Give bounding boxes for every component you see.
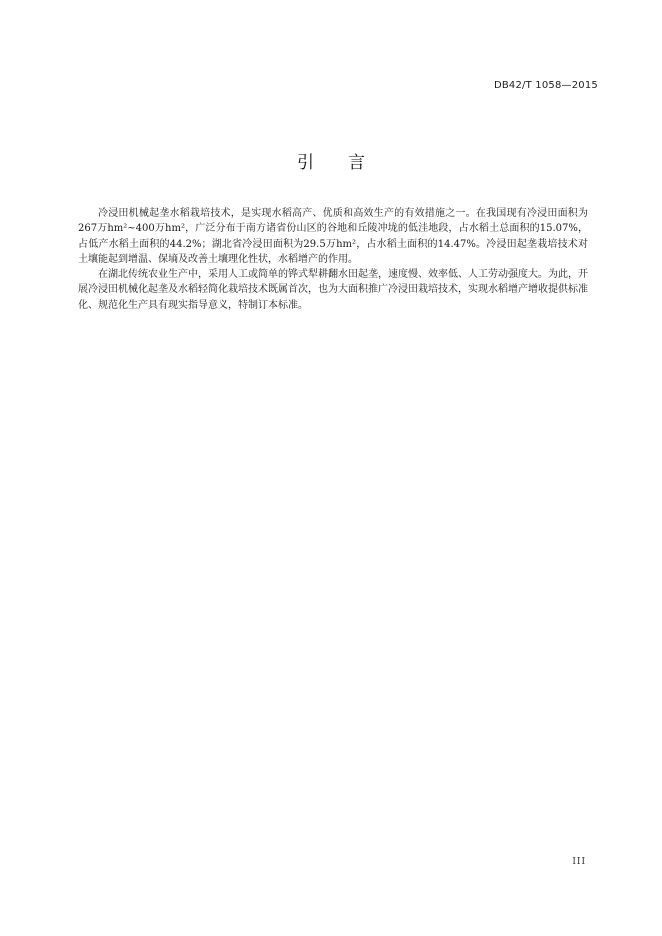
paragraph-1: 冷浸田机械起垄水稻栽培技术，是实现水稻高产、优质和高效生产的有效措施之一。在我国现有冷浸田面积为267万hm²~400万hm²，广泛分布于南方诸省份山区的谷地和丘陵冲垅的低洼地段，占水稻土总面积的15.07%，占低产水稻土面积的44.2%；湖北省冷浸田面积为29.5万hm²，占水稻土面积的14.47%。冷浸田起垄栽培技术对土壤能起到增温、保墒及改善土壤理化性状，水稻增产的作用。 xyxy=(78,208,588,265)
paragraph-2: 在湖北传统农业生产中，采用人工或简单的铧式犁耕翻水田起垄，速度慢、效率低、人工劳动强度大。为此，开展冷浸田机械化起垄及水稻轻简化栽培技术既属首次，也为大面积推广冷浸田栽培技术，实现水稻增产增收提供标准化、规范化生产具有现实指导意义，特制订本标准。 xyxy=(78,269,588,311)
page-title: 引言 xyxy=(297,153,399,173)
body-text xyxy=(78,206,588,313)
page-number: III xyxy=(572,857,586,867)
document-code: DB42/T 1058—2015 xyxy=(493,80,598,91)
